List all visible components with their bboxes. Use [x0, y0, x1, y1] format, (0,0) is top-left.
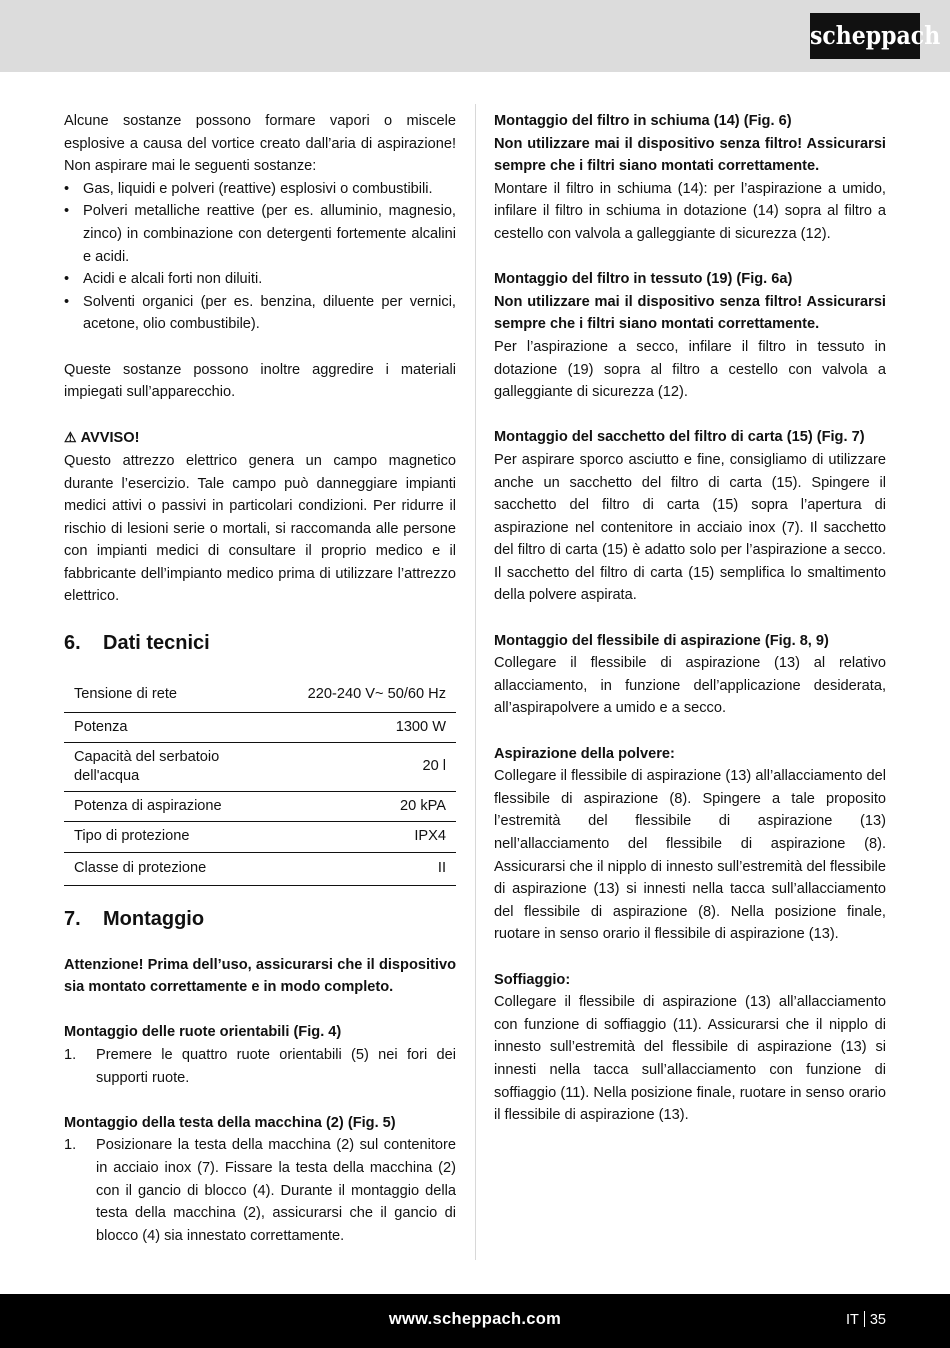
warning-paragraph: Questo attrezzo elettrico genera un campo magnetico durante l’esercizio. Tale campo può danneggiare impianti medici attivi o passivi in particolari condizioni. Per ridurre il rischio di lesioni serie o mortali, si raccomanda alle persone con impianti medici di consultare il proprio medico e il fabbricante dell’impianto medico prima di utilizzare l’attrezzo elettrico.: [64, 452, 456, 605]
foam-heading: Montaggio del filtro in schiuma (14) (Fig. 6): [494, 113, 792, 129]
foam-paragraph: Montare il filtro in schiuma (14): per l’aspirazione a umido, infilare il filtro in schiuma in dotazione (14) sopra al filtro a cestello con valvola a galleggiante di sicurezza (12).: [494, 180, 886, 242]
head-heading: Montaggio della testa della macchina (2) (Fig. 5): [64, 1114, 396, 1131]
footer-bar: [0, 1294, 950, 1348]
column-divider: [475, 104, 476, 1260]
spec-value: 220-240 V~ 50/60 Hz: [294, 678, 456, 712]
blow-heading: Soffiaggio:: [494, 971, 571, 988]
website-link[interactable]: www.scheppach.com: [388, 1310, 562, 1328]
bag-paragraph: Per aspirare sporco asciutto e fine, consigliamo di utilizzare anche un sacchetto del filtro di carta (15). Spingere il sacchetto del filtro di carta (15) sopra l’apertura di aspirazione nel contenitore in acciaio inox (7). Il sacchetto del filtro di carta (15) è adatto solo per l’aspirazione a secco. Il sacchetto del filtro di carta (15) semplifica lo smaltimento della polvere aspirata.: [494, 451, 886, 604]
hazard-list: [64, 178, 456, 336]
table-row: [64, 712, 456, 742]
section-number: 7.: [64, 907, 81, 930]
list-item: • Acidi e alcali forti non diluiti.: [64, 268, 456, 291]
hose-paragraph: Collegare il flessibile di aspirazione (13) al relativo allacciamento, in funzione dell’applicazione desiderata, all’aspirapolvere a umido e a secco.: [494, 655, 886, 717]
spec-value: IPX4: [294, 821, 456, 852]
page-number: 35: [869, 1312, 886, 1328]
aggress-paragraph: Queste sostanze possono inoltre aggredire i materiali impiegati sull’apparecchio.: [64, 361, 456, 401]
left-column: [64, 110, 456, 1247]
spec-label: Classe di protezione: [64, 852, 294, 885]
warning-triangle-icon: ⚠: [64, 429, 77, 446]
hose-heading: Montaggio del flessibile di aspirazione (Fig. 8, 9): [494, 632, 829, 649]
spec-value: II: [294, 852, 456, 885]
list-item: • Polveri metalliche reattive (per es. alluminio, magnesio, zinco) in combinazione con detergenti fortemente alcalini e acidi.: [64, 200, 456, 268]
spec-label: Tipo di protezione: [64, 821, 294, 852]
spec-label: Potenza: [64, 712, 294, 742]
table-row: [64, 852, 456, 885]
section-heading-6: [64, 630, 456, 656]
warning-title: AVVISO!: [80, 430, 140, 447]
table-row: [64, 821, 456, 852]
spec-value: 1300 W: [294, 712, 456, 742]
spec-label: Potenza di aspirazione: [64, 791, 294, 821]
cloth-heading: Montaggio del filtro in tessuto (19) (Fig. 6a): [494, 271, 793, 288]
page-indicator: [846, 1311, 886, 1328]
section-number: 6.: [64, 632, 81, 655]
table-row: [64, 791, 456, 821]
list-item: 1. Premere le quattro ruote orientabili (5) nei fori dei supporti ruote.: [64, 1046, 456, 1086]
separator: [864, 1311, 865, 1327]
spec-label: Capacità del serbatoio dell'acqua: [64, 742, 294, 791]
spec-label: Tensione di rete: [64, 678, 294, 712]
bag-heading: Montaggio del sacchetto del filtro di carta (15) (Fig. 7): [494, 429, 865, 446]
spec-value: 20 l: [294, 742, 456, 791]
wheels-steps: [64, 1044, 456, 1089]
table-row: [64, 678, 456, 712]
brand-logo: scheppach: [810, 13, 920, 59]
list-item: • Gas, liquidi e polveri (reattive) esplosivi o combustibili.: [64, 178, 456, 201]
attention-paragraph: Attenzione! Prima dell’uso, assicurarsi che il dispositivo sia montato correttamente e in modo completo.: [64, 956, 456, 996]
header-band: [0, 0, 950, 72]
warning-heading: [64, 426, 456, 450]
section-heading-7: [64, 906, 456, 932]
section-title: Montaggio: [103, 907, 205, 930]
wheels-heading: Montaggio delle ruote orientabili (Fig. 4): [64, 1024, 342, 1041]
dust-paragraph: Collegare il flessibile di aspirazione (13) all’allacciamento del flessibile di aspirazione (8). Spingere a tale proposito l’estremità del flessibile di aspirazione (13) nell’allacciamento del flessibile di aspirazione (8). Assicurarsi che il nipplo di innesto sull’estremità del flessibile di aspirazione (13) si innesti nella tacca sull’allacciamento del flessibile di aspirazione (8). Nella posizione finale, ruotare in senso orario il flessibile di aspirazione (13).: [494, 768, 886, 943]
dust-heading: Aspirazione della polvere:: [494, 745, 675, 762]
language-code: IT: [845, 1312, 859, 1328]
cloth-warning: Non utilizzare mai il dispositivo senza filtro! Assicurarsi sempre che i filtri siano montati correttamente.: [494, 293, 886, 333]
cloth-paragraph: Per l’aspirazione a secco, infilare il filtro in tessuto in dotazione (19) sopra al filtro a cestello con valvola a galleggiante di sicurezza (12).: [494, 338, 886, 401]
head-steps: [64, 1134, 456, 1247]
specs-table: [64, 678, 456, 886]
list-item: • Solventi organici (per es. benzina, diluente per vernici, acetone, olio combustibile).: [64, 291, 456, 336]
list-item: 1. Posizionare la testa della macchina (2) sul contenitore in acciaio inox (7). Fissare la testa della macchina (2) con il gancio di blocco (4). Durante il montaggio della testa della macchina (2), assicurarsi che il gancio di blocco (4) sia innestato correttamente.: [64, 1137, 456, 1244]
foam-warning: Non utilizzare mai il dispositivo senza filtro! Assicurarsi sempre che i filtri siano montati correttamente.: [494, 135, 886, 175]
spec-value: 20 kPA: [294, 791, 456, 821]
right-column: [494, 110, 886, 1127]
intro-paragraph: Alcune sostanze possono formare vapori o miscele esplosive a causa del vortice creato dall’aria di aspirazione! Non aspirare mai le seguenti sostanze:: [64, 113, 456, 175]
blow-paragraph: Collegare il flessibile di aspirazione (13) all’allacciamento con funzione di soffiaggio (11). Assicurarsi che il nipplo di innesto sull’estremità del flessibile di aspirazione (13) si innesti nella tacca sull’allacciamento con funzione di soffiaggio (11). Nella posizione finale, ruotare in senso orario il flessibile di aspirazione (13).: [494, 994, 886, 1124]
table-row: [64, 742, 456, 791]
section-title: Dati tecnici: [103, 632, 210, 655]
